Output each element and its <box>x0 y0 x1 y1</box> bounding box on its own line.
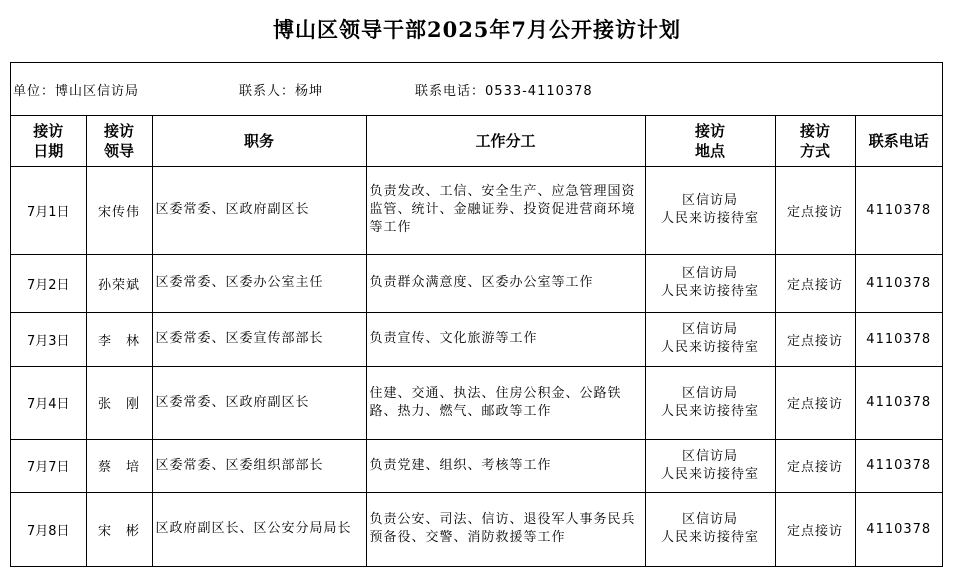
header-leader: 接访 领导 <box>86 116 152 166</box>
row-date: 7月3日 <box>11 312 86 366</box>
row-date: 7月1日 <box>11 166 86 254</box>
row-position: 区委常委、区政府副区长 <box>152 166 366 254</box>
row-duty: 负责党建、组织、考核等工作 <box>366 439 645 492</box>
row-duty: 负责宣传、文化旅游等工作 <box>366 312 645 366</box>
unit-label: 单位：博山区信访局 <box>13 83 140 99</box>
row-location: 区信访局 人民来访接待室 <box>645 366 775 439</box>
row-duty: 负责公安、司法、信访、退役军人事务民兵预备役、交警、消防救援等工作 <box>366 492 645 566</box>
schedule-sheet <box>10 62 943 567</box>
row-position: 区政府副区长、区公安分局局长 <box>152 492 366 566</box>
row-method: 定点接访 <box>775 254 855 312</box>
row-duty: 负责群众满意度、区委办公室等工作 <box>366 254 645 312</box>
table-row <box>11 439 942 492</box>
header-duty: 工作分工 <box>366 116 645 166</box>
row-position: 区委常委、区委组织部部长 <box>152 439 366 492</box>
row-leader: 孙荣斌 <box>86 254 152 312</box>
row-leader: 李 林 <box>86 312 152 366</box>
page-title: 博山区领导干部2025年7月公开接访计划 <box>272 17 682 42</box>
row-location: 区信访局 人民来访接待室 <box>645 439 775 492</box>
row-method: 定点接访 <box>775 439 855 492</box>
row-method: 定点接访 <box>775 312 855 366</box>
schedule-table <box>11 116 942 566</box>
table-row <box>11 492 942 566</box>
row-method: 定点接访 <box>775 492 855 566</box>
row-position: 区委常委、区委办公室主任 <box>152 254 366 312</box>
row-location: 区信访局 人民来访接待室 <box>645 254 775 312</box>
row-location: 区信访局 人民来访接待室 <box>645 492 775 566</box>
row-duty: 住建、交通、执法、住房公积金、公路铁路、热力、燃气、邮政等工作 <box>366 366 645 439</box>
header-row <box>11 116 942 166</box>
table-row <box>11 312 942 366</box>
row-method: 定点接访 <box>775 166 855 254</box>
row-phone: 4110378 <box>855 312 942 366</box>
row-position: 区委常委、区政府副区长 <box>152 366 366 439</box>
header-phone: 联系电话 <box>855 116 942 166</box>
row-method: 定点接访 <box>775 366 855 439</box>
header-position: 职务 <box>152 116 366 166</box>
row-phone: 4110378 <box>855 492 942 566</box>
row-leader: 宋传伟 <box>86 166 152 254</box>
contact-label: 联系人：杨坤 <box>239 83 324 99</box>
header-method: 接访 方式 <box>775 116 855 166</box>
row-date: 7月7日 <box>11 439 86 492</box>
row-phone: 4110378 <box>855 254 942 312</box>
row-phone: 4110378 <box>855 439 942 492</box>
phone-label: 联系电话：0533-4110378 <box>415 83 593 99</box>
info-line <box>11 63 942 116</box>
row-location: 区信访局 人民来访接待室 <box>645 166 775 254</box>
row-location: 区信访局 人民来访接待室 <box>645 312 775 366</box>
row-position: 区委常委、区委宣传部部长 <box>152 312 366 366</box>
header-location: 接访 地点 <box>645 116 775 166</box>
row-phone: 4110378 <box>855 166 942 254</box>
row-phone: 4110378 <box>855 366 942 439</box>
table-row <box>11 366 942 439</box>
row-leader: 蔡 培 <box>86 439 152 492</box>
table-row <box>11 166 942 254</box>
row-duty: 负责发改、工信、安全生产、应急管理国资监管、统计、金融证券、投资促进营商环境等工作 <box>366 166 645 254</box>
row-leader: 张 刚 <box>86 366 152 439</box>
row-leader: 宋 彬 <box>86 492 152 566</box>
row-date: 7月4日 <box>11 366 86 439</box>
row-date: 7月8日 <box>11 492 86 566</box>
table-row <box>11 254 942 312</box>
row-date: 7月2日 <box>11 254 86 312</box>
header-date: 接访 日期 <box>11 116 86 166</box>
